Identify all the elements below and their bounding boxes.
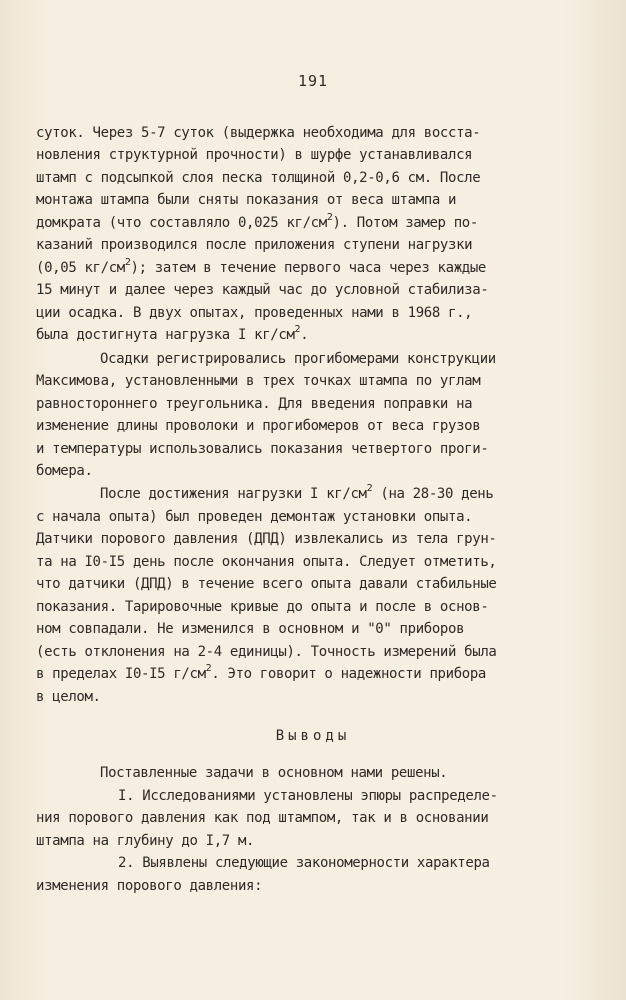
text-segment: ); затем в течение первого часа через каждые (130, 260, 487, 276)
text-line: I. Исследованиями установлены эпюры распределе- (118, 788, 498, 804)
text-line: бомера. (36, 463, 93, 479)
text-line (100, 483, 493, 507)
text-line: ном совпадали. Не изменился в основном и "0" приборов (36, 621, 465, 637)
text-line: Датчики порового давления (ДПД) извлекались из тела грун- (36, 531, 497, 547)
text-segment: домкрата (что составляло 0,025 кг/см (36, 215, 327, 231)
text-line: суток. Через 5-7 суток (выдержка необходима для восста- (36, 125, 481, 141)
text-line (36, 257, 486, 281)
text-segment: (на 28-30 день (372, 486, 494, 502)
text-line: показания. Тарировочные кривые до опыта и после в основ- (36, 599, 489, 615)
text-line: что датчики (ДПД) в течение всего опыта давали стабильные (36, 576, 497, 592)
section-heading: Выводы (275, 728, 351, 744)
text-line: в целом. (36, 689, 101, 705)
superscript: 2 (124, 257, 131, 268)
superscript: 2 (294, 324, 301, 335)
text-line: ции осадка. В двух опытах, проведенных нами в 1968 г., (36, 305, 473, 321)
text-line: штампа на глубину до I,7 м. (36, 833, 255, 849)
text-segment: . Это говорит о надежности прибора (211, 666, 487, 682)
superscript: 2 (326, 212, 333, 223)
text-line: та на I0-I5 день после окончания опыта. Следует отметить, (36, 554, 497, 570)
text-line: и температуры использовались показания четвертого проги- (36, 441, 489, 457)
text-line: Осадки регистрировались прогибомерами конструкции (100, 351, 496, 367)
text-line: с начала опыта) был проведен демонтаж установки опыта. (36, 509, 473, 525)
text-line: ния порового давления как под штампом, так и в основании (36, 810, 489, 826)
text-segment: была достигнута нагрузка I кг/см (36, 327, 295, 343)
text-line: изменение длины проволоки и прогибомеров от веса грузов (36, 418, 481, 434)
superscript: 2 (205, 663, 212, 674)
text-line: 2. Выявлены следующие закономерности характера (118, 855, 490, 871)
page-number: 191 (297, 72, 329, 90)
text-segment: . (300, 327, 309, 343)
text-segment: После достижения нагрузки I кг/см (100, 486, 367, 502)
text-line: казаний производился после приложения ступени нагрузки (36, 237, 473, 253)
text-line: изменения порового давления: (36, 878, 263, 894)
text-line: Поставленные задачи в основном нами решены. (100, 765, 448, 781)
text-segment: (0,05 кг/см (36, 260, 125, 276)
text-line: монтажа штампа были сняты показания от веса штампа и (36, 192, 457, 208)
text-line: штамп с подсыпкой слоя песка толщиной 0,2-0,6 см. После (36, 170, 481, 186)
text-line (36, 663, 486, 687)
text-line: новления структурной прочности) в шурфе устанавливался (36, 147, 473, 163)
text-segment: ). Потом замер по- (332, 215, 478, 231)
text-segment: в пределах I0-I5 г/см (36, 666, 206, 682)
text-line (36, 212, 478, 236)
text-line (36, 324, 308, 348)
text-line: Максимова, установленными в трех точках штампа по углам (36, 373, 481, 389)
text-line: равностороннего треугольника. Для введения поправки на (36, 396, 473, 412)
superscript: 2 (366, 483, 373, 494)
text-line: 15 минут и далее через каждый час до условной стабилиза- (36, 282, 489, 298)
text-line: (есть отклонения на 2-4 единицы). Точность измерений была (36, 644, 497, 660)
